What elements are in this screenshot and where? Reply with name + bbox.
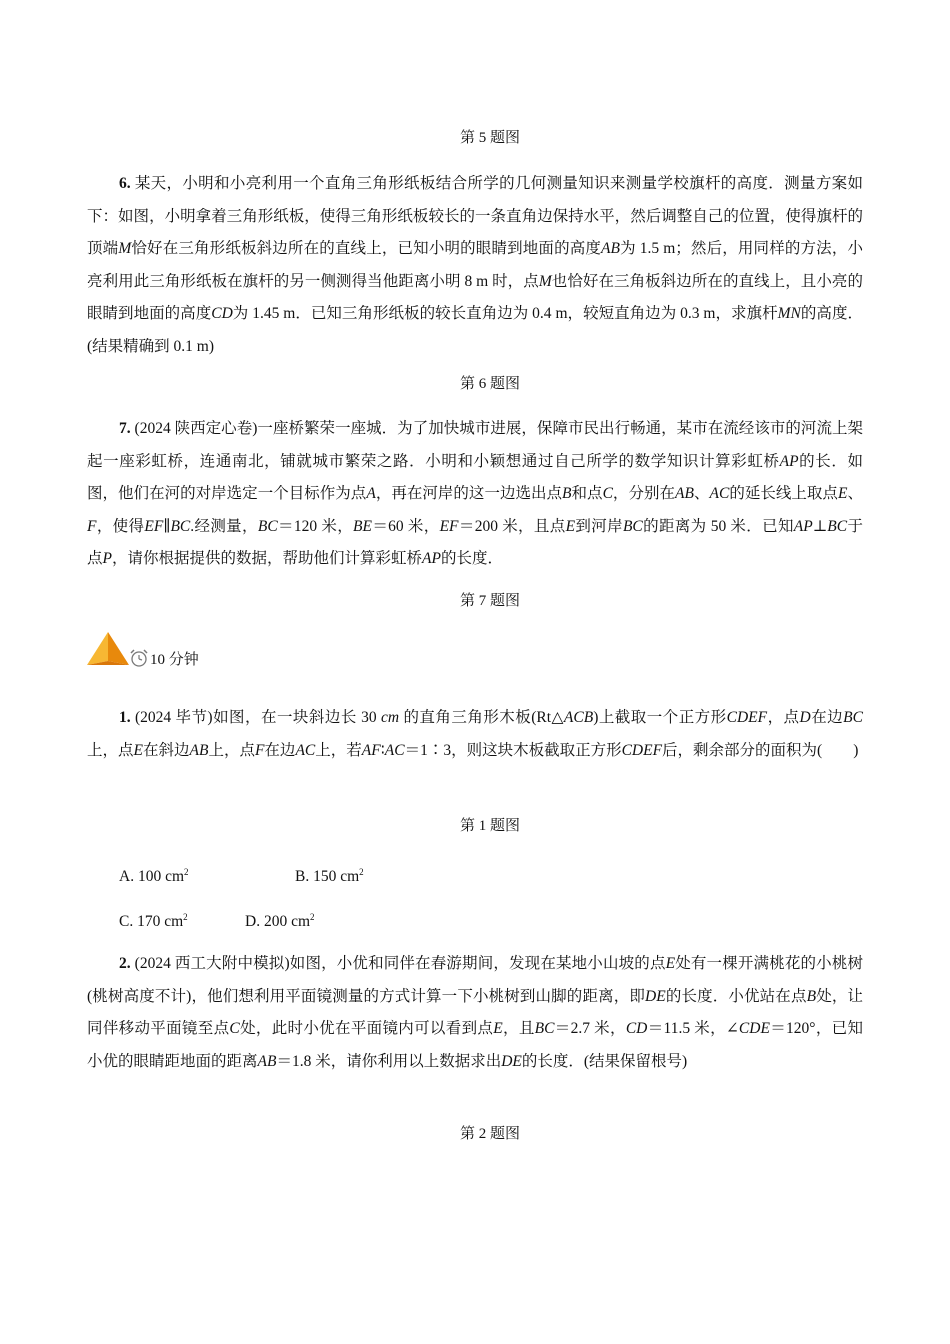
option-a[interactable]: A. 100 $cm^2$ [119, 867, 189, 885]
time-label: 10 分钟 [150, 652, 199, 668]
alarm-clock-icon [129, 648, 149, 668]
figure-caption-1: 第 1 题图 [459, 818, 520, 834]
option-b[interactable]: B. 150 $cm^2$ [295, 867, 364, 885]
option-d[interactable]: D. 200 $cm^2$ [245, 912, 315, 930]
question-number: 7. [119, 420, 131, 437]
problem-2: 2. (2024 西工大附中模拟)如图，小优和同伴在春游期间，发现在某地小山坡的点E处有一棵开满桃花的小桃树(桃树高度不计)，他们想利用平面镜测量的方式计算一下小桃树到山脚的距离，即DE的长度．小优站在点B处，让同伴移动平面镜至点C处，此时小优在平面镜内可以看到点E，且BC＝2.7 米，CD＝11.5 米，∠CDE＝120°，已知小优的眼睛距地面的距离AB＝1.8 米，请你利用以上数据求出DE的长度．(结果保留根号) [87, 955, 863, 1070]
question-number: 2. [119, 955, 131, 972]
figure-caption-5: 第 5 题图 [459, 130, 520, 146]
problem-1: 1. (2024 毕节)如图，在一块斜边长 30 cm 的直角三角形木板(Rt△ACB)上截取一个正方形CDEF，点D在边BC上，点E在斜边AB上，点F在边AC上，若AF∶AC＝1∶3，则这块木板截取正方形CDEF后，剩余部分的面积为( ) [87, 709, 863, 759]
question-number: 6. [119, 175, 131, 192]
question-7: 7. (2024 陕西定心卷)一座桥繁荣一座城．为了加快城市进展，保障市民出行畅通，某市在流经该市的河流上架起一座彩虹桥，连通南北，铺就城市繁荣之路．小明和小颖想通过自己所学的数学知识计算彩虹桥AP的长．如图，他们在河的对岸选定一个目标作为点A，再在河岸的这一边选出点B和点C，分别在AB、AC的延长线上取点E、F，使得EF∥BC.经测量，BC＝120 米，BE＝60 米，EF＝200 米，且点E到河岸BC的距离为 50 米．已知AP⊥BC于点P，请你根据提供的数据，帮助他们计算彩虹桥AP的长度． [87, 420, 863, 567]
pyramid-icon [86, 631, 130, 667]
figure-caption-2: 第 2 题图 [459, 1126, 520, 1142]
question-6: 6. 某天，小明和小亮利用一个直角三角形纸板结合所学的几何测量知识来测量学校旗杆的高度．测量方案如下：如图，小明拿着三角形纸板，使得三角形纸板较长的一条直角边保持水平，然后调整自己的位置，使得旗杆的顶端M恰好在三角形纸板斜边所在的直线上，已知小明的眼睛到地面的高度AB为 1.5 m；然后，用同样的方法，小亮利用此三角形纸板在旗杆的另一侧测得当他距离小明 8 m 时，点M也恰好在三角板斜边所在的直线上，且小亮的眼睛到地面的高度CD为 1.45 m．已知三角形纸板的较长直角边为 0.4 m，较短直角边为 0.3 m，求旗杆MN的高度．(结果精确到 0.1 m) [87, 175, 863, 355]
option-c[interactable]: C. 170 $cm^2$ [119, 912, 188, 930]
figure-caption-6: 第 6 题图 [459, 376, 520, 392]
question-number: 1. [119, 709, 131, 726]
figure-caption-7: 第 7 题图 [459, 593, 520, 609]
